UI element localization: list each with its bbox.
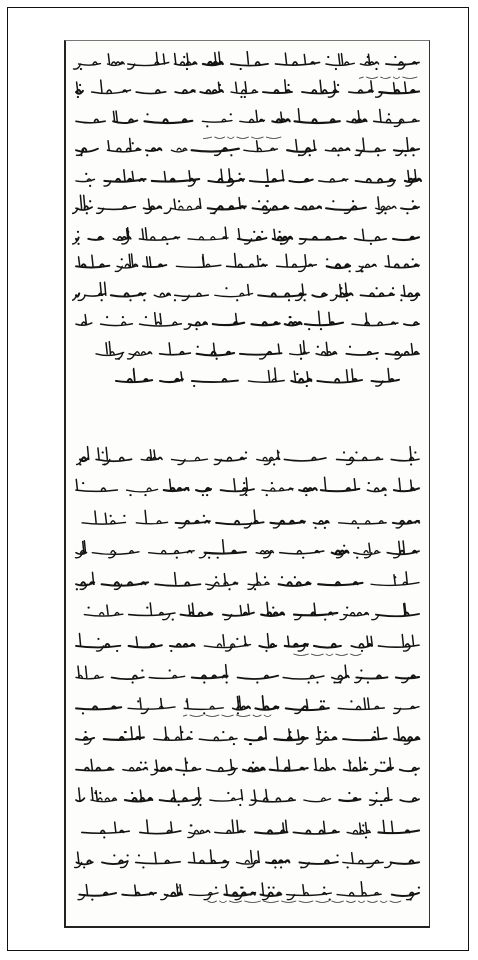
handwritten-line (72, 310, 423, 334)
handwritten-line (72, 848, 423, 872)
handwritten-line (72, 107, 423, 131)
handwritten-line (72, 538, 423, 562)
handwritten-line (72, 194, 423, 218)
colophon-text-block (72, 47, 423, 399)
interlinear-gloss (359, 69, 419, 81)
interlinear-gloss (203, 893, 403, 905)
handwritten-line (72, 569, 423, 593)
page-frame (7, 7, 469, 951)
handwritten-line (72, 281, 423, 305)
handwritten-line (72, 817, 423, 841)
manuscript-page (64, 40, 430, 928)
handwritten-line (72, 78, 423, 102)
handwritten-line (72, 631, 423, 655)
handwritten-line (72, 252, 423, 276)
handwritten-line (72, 786, 423, 810)
handwritten-line (72, 724, 423, 748)
interlinear-gloss (183, 707, 273, 719)
handwritten-line (72, 507, 423, 531)
handwritten-line (72, 755, 423, 779)
interlinear-gloss (203, 129, 283, 141)
handwritten-line (72, 223, 423, 247)
handwritten-line (76, 445, 423, 469)
handwritten-line (112, 365, 403, 389)
interlinear-gloss (293, 646, 363, 658)
handwritten-line (92, 339, 423, 363)
handwritten-line (72, 600, 423, 624)
handwritten-line (72, 476, 423, 500)
main-text-block (72, 443, 423, 915)
handwritten-line (72, 662, 423, 686)
handwritten-line (72, 165, 423, 189)
